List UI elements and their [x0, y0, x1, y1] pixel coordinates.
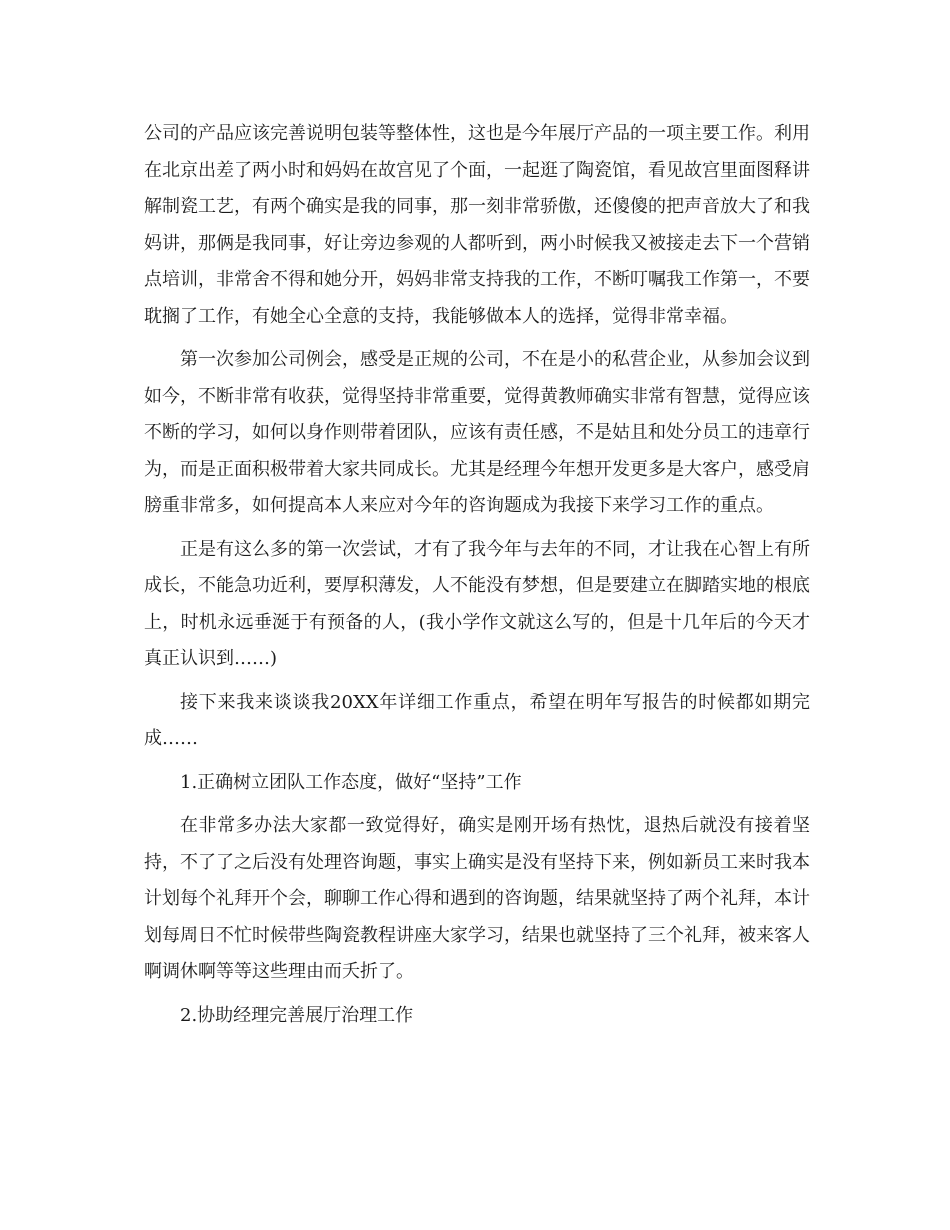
- document-body: [144, 116, 810, 1041]
- section-heading-1: 1.正确树立团队工作态度，做好“坚持”工作: [180, 771, 522, 793]
- paragraph-3: 正是有这么多的第一次尝试，才有了我今年与去年的不同，才让我在心智上有所成长，不能急功近利，要厚积薄发，人不能没有梦想，但是要建立在脚踏实地的根底上，时机永远垂涎于有预备的人，(我小学作文就这么写的，但是十几年后的今天才真正认识到……): [144, 538, 810, 669]
- section-heading-2: 2.协助经理完善展厅治理工作: [180, 1004, 414, 1026]
- paragraph-1: 公司的产品应该完善说明包装等整体性，这也是今年展厅产品的一项主要工作。利用在北京出差了两小时和妈妈在故宫见了个面，一起逛了陶瓷馆，看见故宫里面图释讲解制瓷工艺，有两个确实是我的同事，那一刻非常骄傲，还傻傻的把声音放大了和我妈讲，那俩是我同事，好让旁边参观的人都听到，两小时候我又被接走去下一个营销点培训，非常舍不得和她分开，妈妈非常支持我的工作，不断叮嘱我工作第一，不要耽搁了工作，有她全心全意的支持，我能够做本人的选择，觉得非常幸福。: [144, 123, 810, 327]
- paragraph-4: 接下来我来谈谈我20XX年详细工作重点，希望在明年写报告的时候都如期完成……: [144, 691, 810, 749]
- paragraph-2: 第一次参加公司例会，感受是正规的公司，不在是小的私营企业，从参加会议到如今，不断非常有收获，觉得坚持非常重要，觉得黄教师确实非常有智慧，觉得应该不断的学习，如何以身作则带着团队，应该有责任感，不是姑且和处分员工的违章行为，而是正面积极带着大家共同成长。尤其是经理今年想开发更多是大客户，感受肩膀重非常多，如何提高本人来应对今年的咨询题成为我接下来学习工作的重点。: [144, 349, 810, 516]
- paragraph-5: 在非常多办法大家都一致觉得好，确实是刚开场有热忱，退热后就没有接着坚持，不了了之后没有处理咨询题，事实上确实是没有坚持下来，例如新员工来时我本计划每个礼拜开个会，聊聊工作心得和遇到的咨询题，结果就坚持了两个礼拜，本计划每周日不忙时候带些陶瓷教程讲座大家学习，结果也就坚持了三个礼拜，被来客人啊调休啊等等这些理由而夭折了。: [144, 815, 810, 982]
